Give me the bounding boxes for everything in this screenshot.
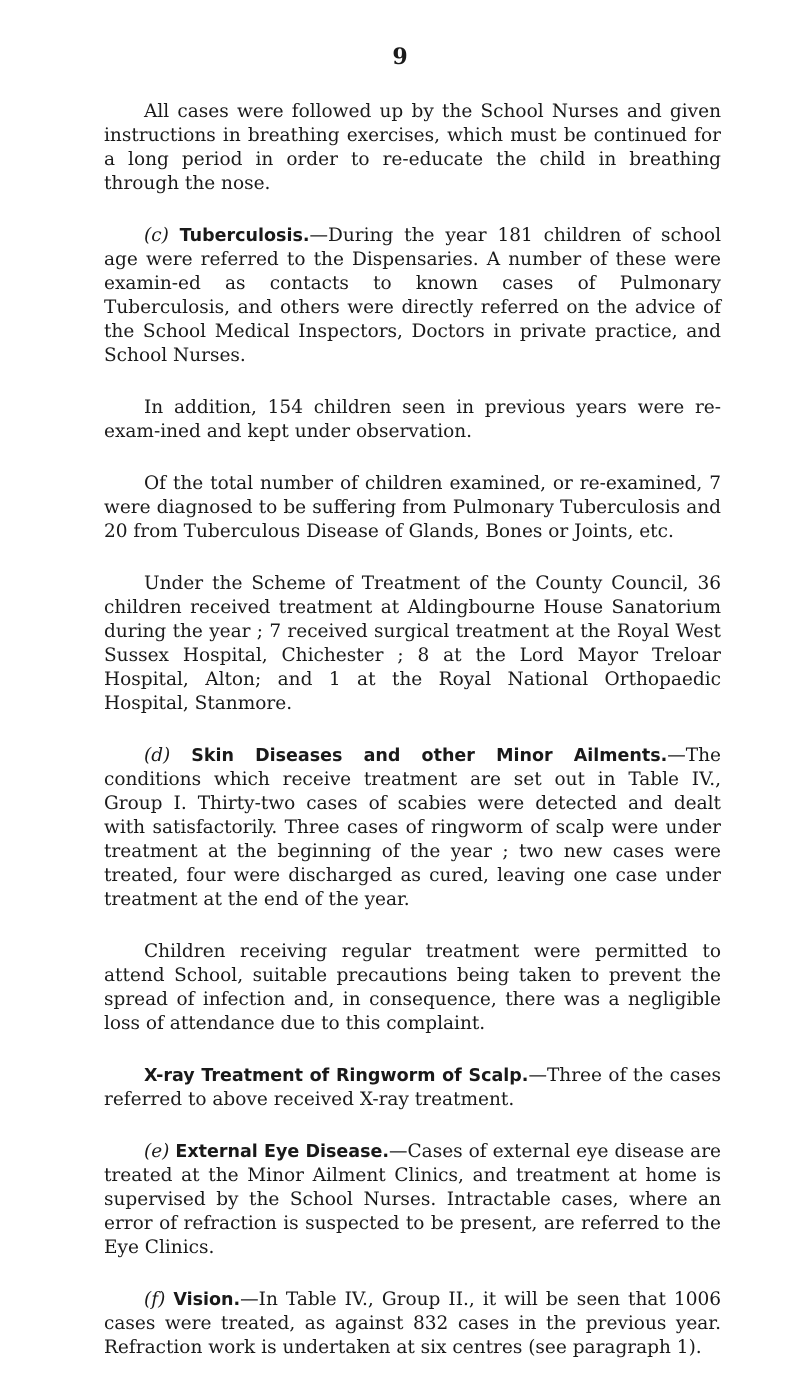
paragraph-text: —Cases of external eye disease are treated at the Minor Ailment Clinics, and treatment at home is supervised by the School Nurses. Intractable cases, where an error of refraction is suspected to be present, are referred to the Eye Clinics. [104,1141,721,1258]
paragraph-text: —During the year 181 children of school age were referred to the Dispensaries. A number of these were examin-ed as contacts to known cases of Pulmonary Tuberculosis, and others were directly referred on the advice of the School Medical Inspectors, Doctors in private practice, and School Nurses. [104,225,721,366]
paragraph-text: —In Table IV., Group II., it will be seen that 1006 cases were treated, as against 832 cases in the previous year. Refraction work is undertaken at six centres (see paragraph 1). [104,1289,722,1358]
paragraph-diagnosed [104,472,721,544]
section-label: (f) [144,1289,166,1310]
paragraph-scheme-of-treatment [104,572,721,716]
section-heading-external-eye: External Eye Disease. [175,1142,390,1162]
paragraph-tuberculosis [104,224,721,368]
paragraph-text: —Three of the cases referred to above received X-ray treatment. [104,1065,721,1110]
paragraph-text: —The conditions which receive treatment are set out in Table IV., Group I. Thirty-two cases of scabies were detected and dealt with satisfactorily. Three cases of ringworm of scalp were under treatment at the beginning of the year ; two new cases were treated, four were discharged as cured, leaving one case under treatment at the end of the year. [104,745,721,910]
paragraph-text: Of the total number of children examined, or re-examined, 7 were diagnosed to be suffering from Pulmonary Tuberculosis and 20 from Tuberculous Disease of Glands, Bones or Joints, etc. [104,473,721,542]
page-number: 9 [392,44,408,70]
paragraph-text: Children receiving regular treatment were permitted to attend School, suitable precautions being taken to prevent the spread of infection and, in consequence, there was a negligible loss of attendance due to this complaint. [104,941,721,1034]
section-heading-skin-diseases: Skin Diseases and other Minor Ailments. [191,746,668,766]
paragraph-x-ray-treatment [104,1064,721,1112]
section-heading-x-ray: X-ray Treatment of Ringworm of Scalp. [144,1066,529,1086]
paragraph-attendance [104,940,721,1036]
paragraph-breathing-exercises [104,100,721,196]
section-heading-vision: Vision. [173,1290,241,1310]
section-label: (c) [144,225,169,246]
paragraph-vision [104,1288,721,1360]
paragraph-re-examined [104,396,721,444]
paragraph-skin-diseases [104,744,721,912]
paragraph-external-eye-disease [104,1140,721,1260]
section-label: (e) [144,1141,170,1162]
paragraph-text: In addition, 154 children seen in previous years were re-exam-ined and kept under observation. [104,397,721,442]
paragraph-text: Under the Scheme of Treatment of the County Council, 36 children received treatment at Aldingbourne House Sanatorium during the year ; 7 received surgical treatment at the Royal West Sussex Hospital, Chichester ; 8 at the Lord Mayor Treloar Hospital, Alton; and 1 at the Royal National Orthopaedic Hospital, Stanmore. [104,573,721,714]
paragraph-text: All cases were followed up by the School Nurses and given instructions in breathing exercises, which must be continued for a long period in order to re-educate the child in breathing through the nose. [104,101,721,194]
section-label: (d) [144,745,171,766]
section-heading-tuberculosis: Tuberculosis. [179,226,310,246]
document-body [104,100,721,1384]
